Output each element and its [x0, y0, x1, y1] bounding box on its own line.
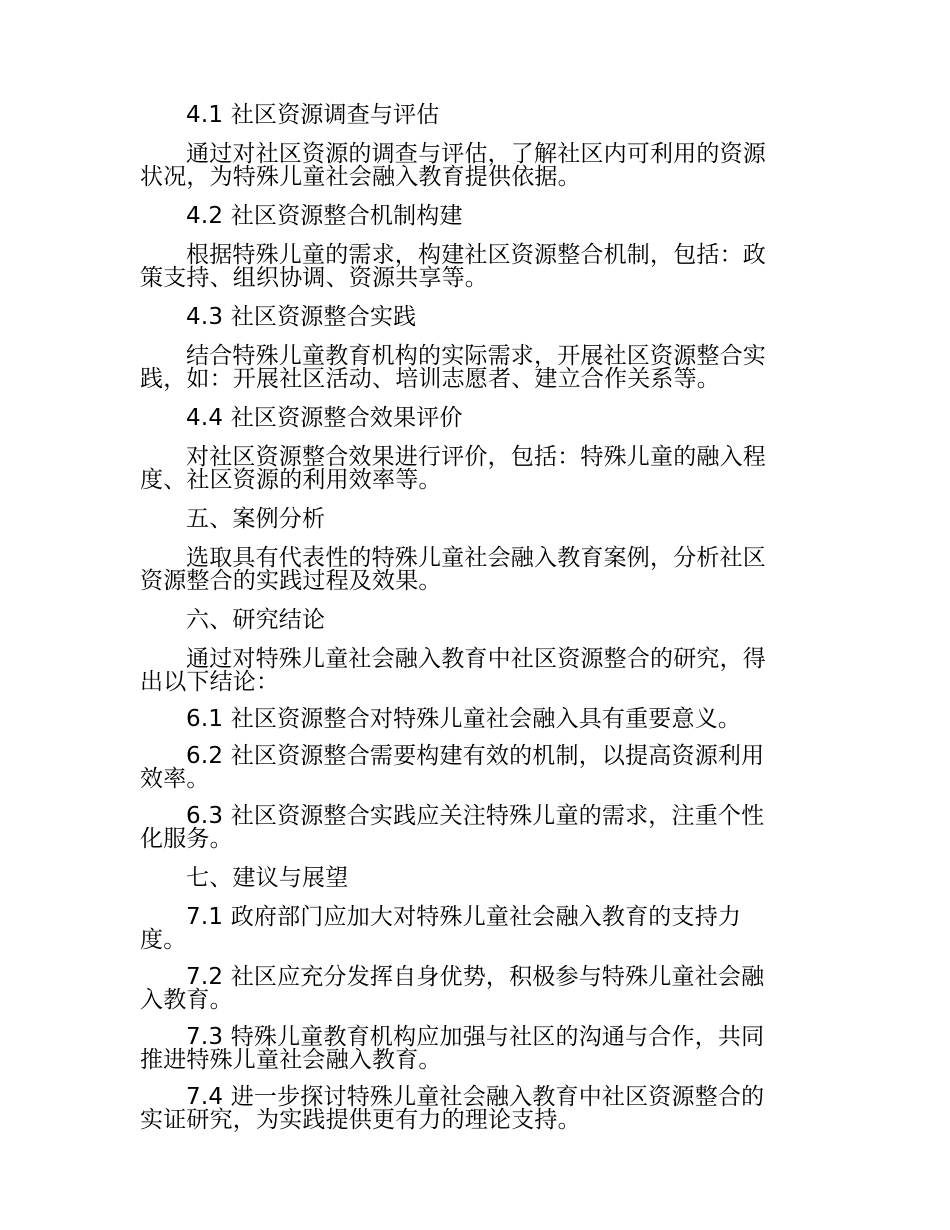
paragraph-line: 6.3 社区资源整合实践应关注特殊儿童的需求，注重个性 [186, 803, 765, 829]
paragraph-5 [140, 547, 810, 593]
paragraph-line: 6.1 社区资源整合对特殊儿童社会融入具有重要意义。 [186, 706, 742, 732]
paragraph-4-1 [140, 143, 810, 189]
paragraph-line: 结合特殊儿童教育机构的实际需求，开展社区资源整合实 [186, 343, 766, 369]
suggestion-item-7-4 [140, 1086, 810, 1132]
paragraph-line: 6.2 社区资源整合需要构建有效的机制，以提高资源利用 [186, 743, 765, 769]
section-heading-4-4: 4.4 社区资源整合效果评价 [186, 405, 463, 431]
paragraph-line: 度。 [140, 927, 187, 953]
paragraph-line: 效率。 [140, 766, 210, 792]
paragraph-line: 化服务。 [140, 826, 233, 852]
paragraph-line: 出以下结论： [140, 669, 280, 695]
paragraph-4-3 [140, 345, 810, 391]
conclusion-item-6-3 [140, 805, 810, 851]
paragraph-line: 根据特殊儿童的需求，构建社区资源整合机制，包括：政 [186, 242, 766, 268]
paragraph-line: 度、社区资源的利用效率等。 [140, 467, 442, 493]
suggestion-item-7-1 [140, 906, 810, 952]
section-heading-4-3: 4.3 社区资源整合实践 [186, 304, 417, 330]
paragraph-4-4 [140, 446, 810, 492]
paragraph-line: 7.4 进一步探讨特殊儿童社会融入教育中社区资源整合的 [186, 1084, 765, 1110]
suggestion-item-7-2 [140, 966, 810, 1012]
paragraph-4-2 [140, 244, 810, 290]
paragraph-line: 践，如：开展社区活动、培训志愿者、建立合作关系等。 [140, 366, 720, 392]
paragraph-line: 入教育。 [140, 987, 233, 1013]
suggestion-item-7-3 [140, 1026, 810, 1072]
conclusion-item-6-2 [140, 745, 810, 791]
paragraph-line: 对社区资源整合效果进行评价，包括：特殊儿童的融入程 [186, 444, 766, 470]
paragraph-6 [140, 648, 810, 694]
paragraph-line: 7.3 特殊儿童教育机构应加强与社区的沟通与合作，共同 [186, 1024, 765, 1050]
paragraph-line: 通过对社区资源的调查与评估，了解社区内可利用的资源 [186, 141, 766, 167]
conclusion-item-6-1 [140, 708, 810, 731]
paragraph-line: 资源整合的实践过程及效果。 [140, 568, 442, 594]
section-heading-4-1: 4.1 社区资源调查与评估 [186, 102, 440, 128]
paragraph-line: 策支持、组织协调、资源共享等。 [140, 265, 488, 291]
document-body [140, 104, 810, 1132]
paragraph-line: 7.1 政府部门应加大对特殊儿童社会融入教育的支持力 [186, 904, 742, 930]
paragraph-line: 通过对特殊儿童社会融入教育中社区资源整合的研究，得 [186, 646, 766, 672]
paragraph-line: 选取具有代表性的特殊儿童社会融入教育案例，分析社区 [186, 545, 766, 571]
paragraph-line: 状况，为特殊儿童社会融入教育提供依据。 [140, 164, 581, 190]
section-heading-6: 六、研究结论 [186, 607, 326, 633]
paragraph-line: 7.2 社区应充分发挥自身优势，积极参与特殊儿童社会融 [186, 964, 765, 990]
section-heading-7: 七、建议与展望 [186, 865, 349, 891]
section-heading-4-2: 4.2 社区资源整合机制构建 [186, 203, 463, 229]
paragraph-line: 推进特殊儿童社会融入教育。 [140, 1047, 442, 1073]
section-heading-5: 五、案例分析 [186, 506, 326, 532]
paragraph-line: 实证研究，为实践提供更有力的理论支持。 [140, 1107, 581, 1133]
